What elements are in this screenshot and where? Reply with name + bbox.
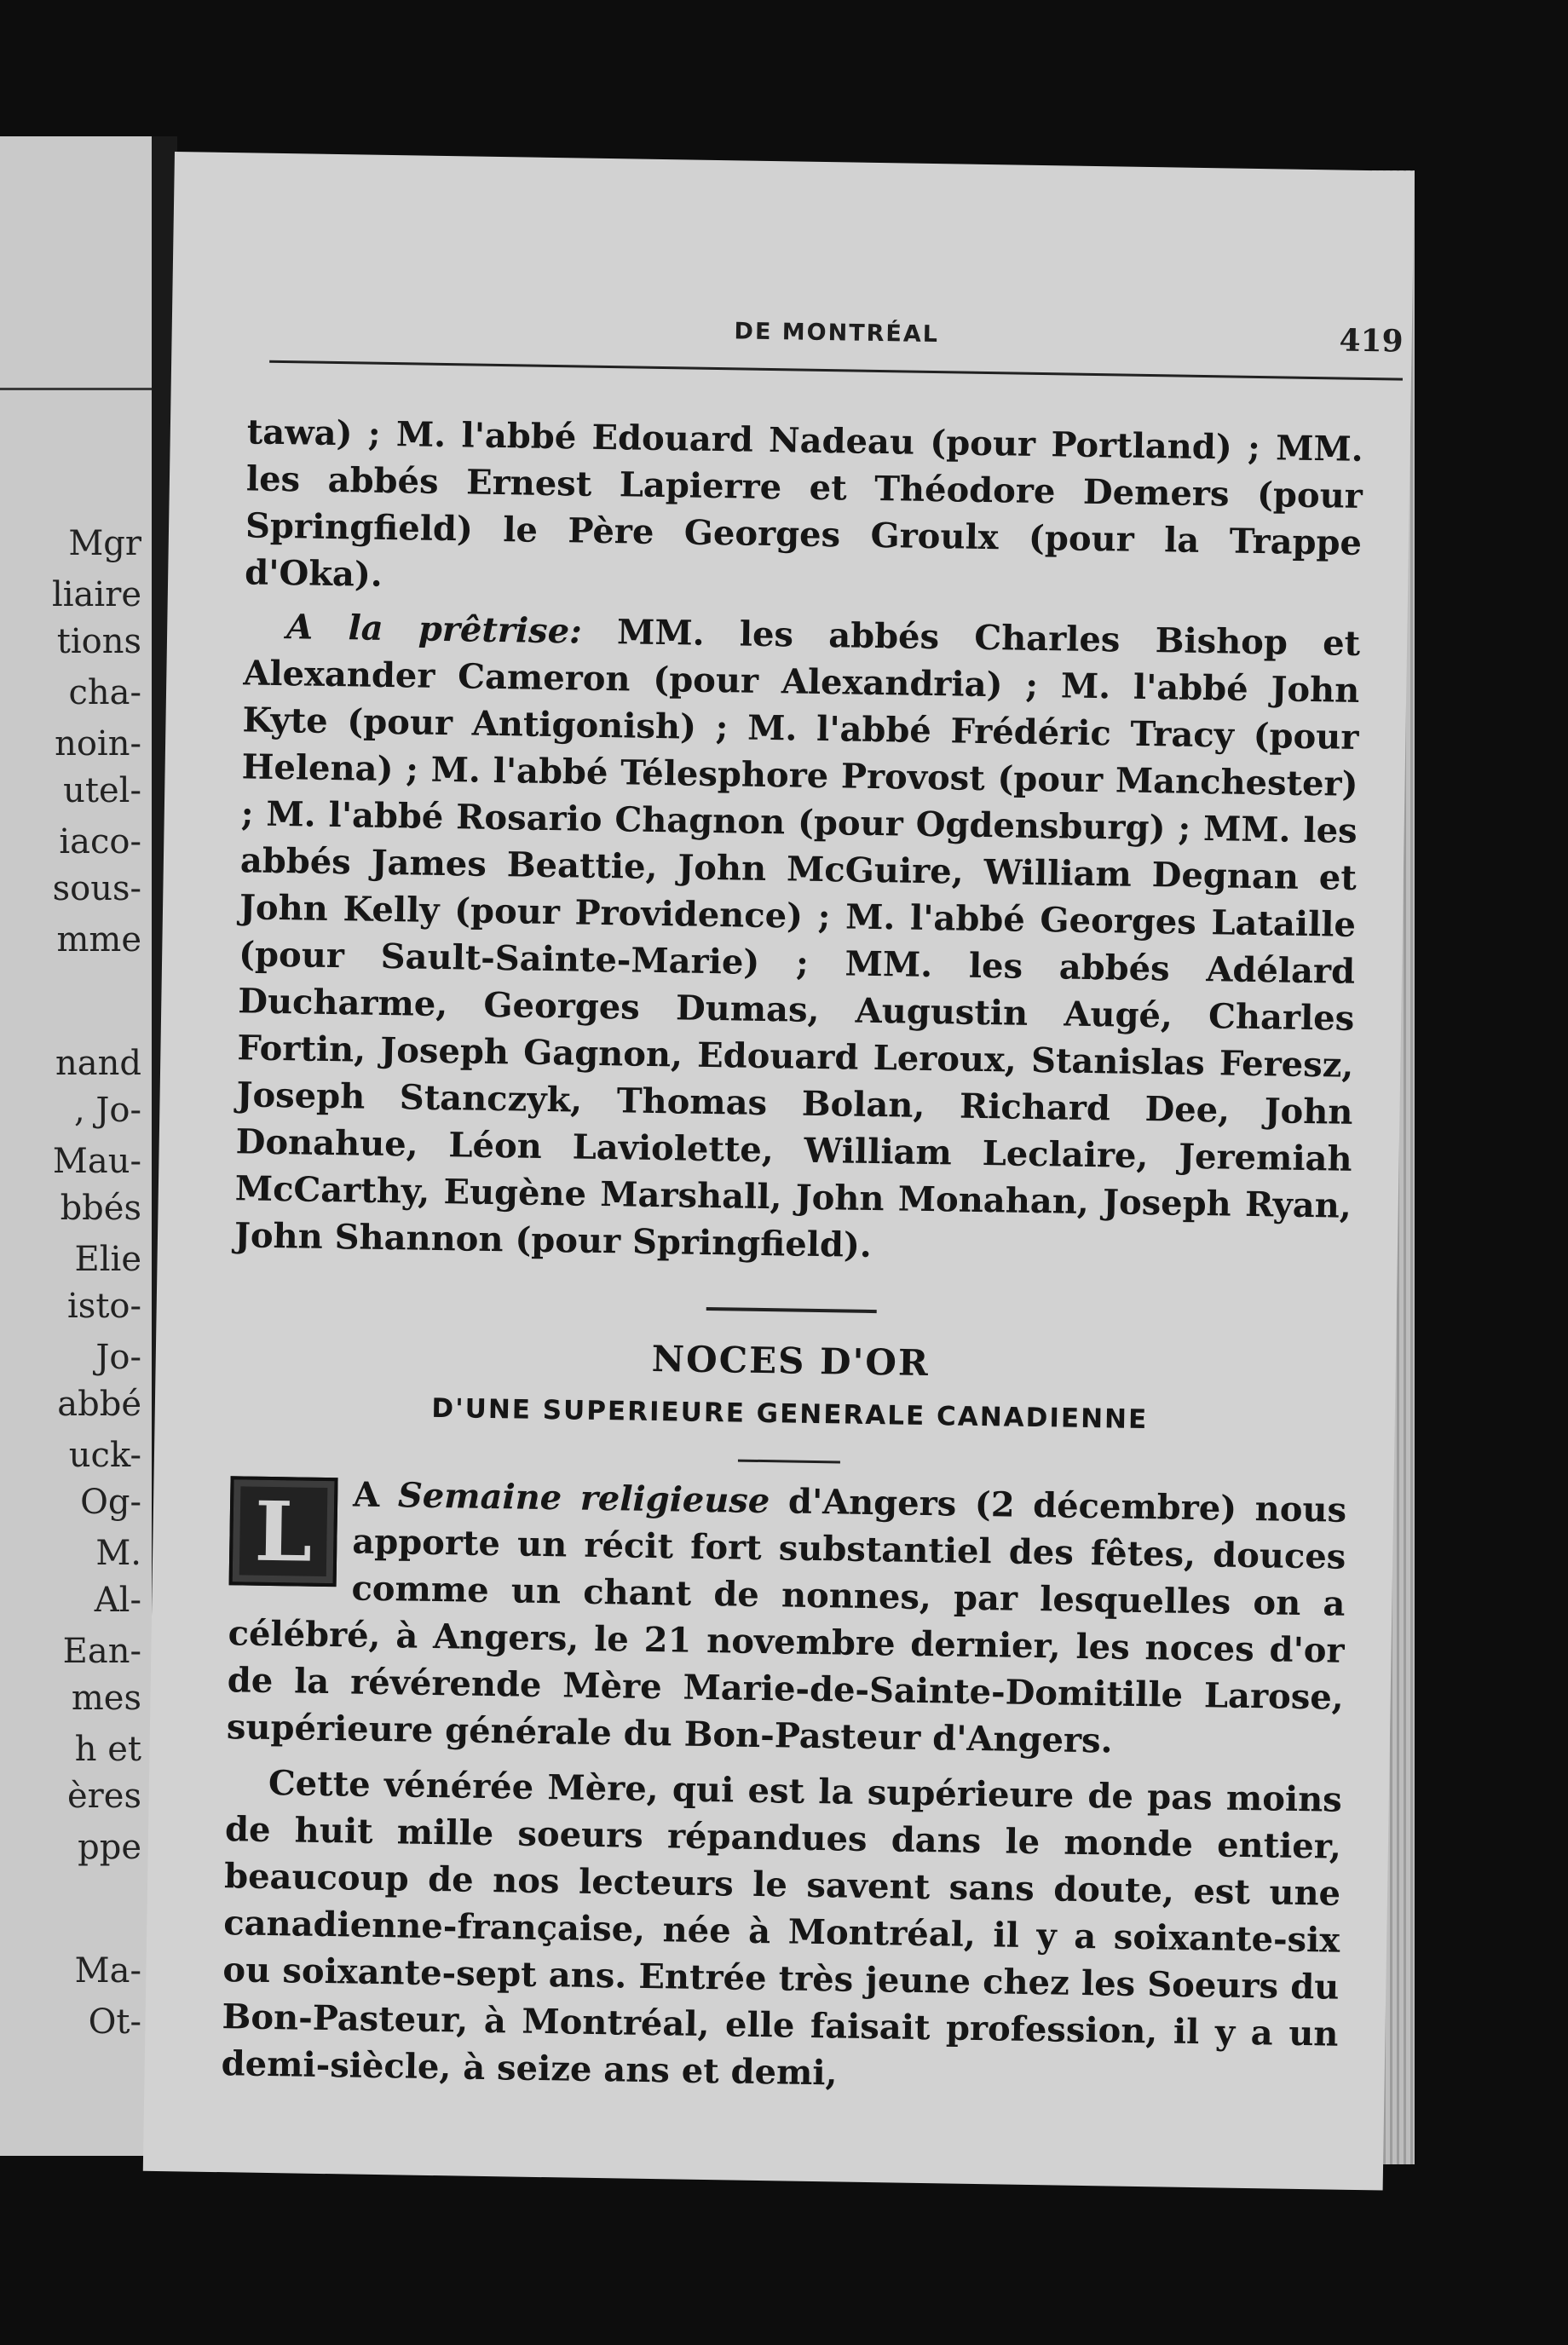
- section-title: NOCES D'OR: [651, 1337, 931, 1385]
- left-fragment: bbés: [60, 1189, 141, 1228]
- left-fragment: mme: [56, 920, 141, 959]
- paragraph-text: MM. les abbés Charles Bishop et Alexander Cameron (pour Alexandria) ; M. l'abbé John Kyte (pour Antigonish) ; M. l'abbé Frédéric Tracy (pour Helena) ; M. l'abbé Télesphore Provost (pour Manchester) ; M. l'abbé Rosario Chagnon (pour Ogdensburg) ; MM. les abbés James Beattie, John McGuire, William Degnan et John Kelly (pour Providence) ; M. l'abbé Georges Lataille (pour Sault-Sainte-Marie) ; MM. les abbés Adélard Ducharme, Georges Dumas, Augustin Augé, Charles Fortin, Joseph Gagnon, Edouard Leroux, Stanislas Feresz, Joseph Stanczyk, Thomas Bolan, Richard Dee, John Donahue, Léon Laviolette, William Leclaire, Jeremiah McCarthy, Eugène Marshall, John Monahan, Joseph Ryan, John Shannon (pour Springfield).: [233, 611, 1361, 1266]
- section-subtitle: D'UNE SUPERIEURE GENERALE CANADIENNE: [431, 1392, 1149, 1436]
- paragraph: tawa) ; M. l'abbé Edouard Nadeau (pour Portland) ; MM. les abbés Ernest Lapierre et Théodore Demers (pour Springfield) le Père Georges Groulx (pour la Trappe d'Oka).: [244, 412, 1364, 595]
- page-number: 419: [1339, 322, 1404, 360]
- left-fragment: cha-: [68, 673, 141, 712]
- left-fragment: Mgr: [68, 524, 141, 563]
- left-fragment: ppe: [78, 1828, 141, 1867]
- section-divider: [706, 1307, 877, 1313]
- left-fragment: tions: [56, 622, 141, 661]
- left-fragment: nand: [55, 1044, 141, 1083]
- left-fragment: uck-: [68, 1436, 141, 1475]
- left-fragment: , Jo-: [73, 1091, 141, 1130]
- left-fragment: M.: [95, 1534, 141, 1573]
- left-fragment: iaco-: [59, 822, 141, 861]
- left-fragment: Jo-: [95, 1338, 141, 1377]
- left-fragment: liaire: [51, 575, 141, 614]
- page-header: [269, 311, 1404, 397]
- subtitle-divider: [738, 1460, 840, 1464]
- header-rule: [269, 360, 1403, 381]
- right-page: [143, 152, 1415, 2191]
- paragraph-text: A: [352, 1474, 399, 1516]
- left-fragment: Og-: [80, 1483, 141, 1522]
- left-page: [0, 136, 152, 2156]
- running-title: DE MONTRÉAL: [734, 318, 940, 349]
- ordination-label: A la prêtrise:: [285, 607, 583, 652]
- paragraph: [234, 602, 1361, 1276]
- drop-cap: [229, 1476, 338, 1587]
- page-body: [221, 408, 1363, 2111]
- paragraph-text: d'Angers (2 décembre) nous apporte un récit fort substantiel des fêtes, douces comme un chant de nonnes, par lesquelles on a célébré, à Angers, le 21 novembre dernier, les noces d'or de la révérende Mère Marie-de-Sainte-Domitille Larose, supérieure générale du Bon-Pasteur d'Angers.: [226, 1481, 1347, 1761]
- left-fragment: Mau-: [52, 1142, 141, 1181]
- publication-name: Semaine religieuse: [397, 1475, 770, 1522]
- paragraph: [227, 1469, 1347, 1768]
- drop-cap-letter: L: [253, 1483, 314, 1581]
- left-fragment: abbé: [57, 1385, 141, 1424]
- left-fragment: isto-: [67, 1287, 141, 1326]
- left-fragment: Elie: [74, 1240, 141, 1279]
- left-fragment: h et: [74, 1730, 141, 1769]
- left-fragment: ères: [67, 1777, 141, 1816]
- left-fragment: utel-: [63, 771, 141, 810]
- left-fragment: Al-: [94, 1581, 141, 1620]
- paragraph: Cette vénérée Mère, qui est la supérieure de pas moins de huit mille soeurs répandues dans le monde entier, beaucoup de nos lecteurs le savent sans doute, est une canadienne-française, née à Montréal, il y a soixante-six ou soixante-sept ans. Entrée très jeune chez les Soeurs du Bon-Pasteur, à Montréal, elle faisait profession, il y a un demi-siècle, à seize ans et demi,: [221, 1762, 1343, 2094]
- left-fragment: noin-: [55, 724, 141, 763]
- left-fragment: sous-: [52, 869, 141, 908]
- left-fragment: Ma-: [74, 1951, 141, 1991]
- left-fragment: Ean-: [62, 1632, 141, 1671]
- left-page-rule: [0, 388, 152, 390]
- left-fragment: mes: [71, 1679, 141, 1718]
- left-fragment: Ot-: [88, 2002, 141, 2042]
